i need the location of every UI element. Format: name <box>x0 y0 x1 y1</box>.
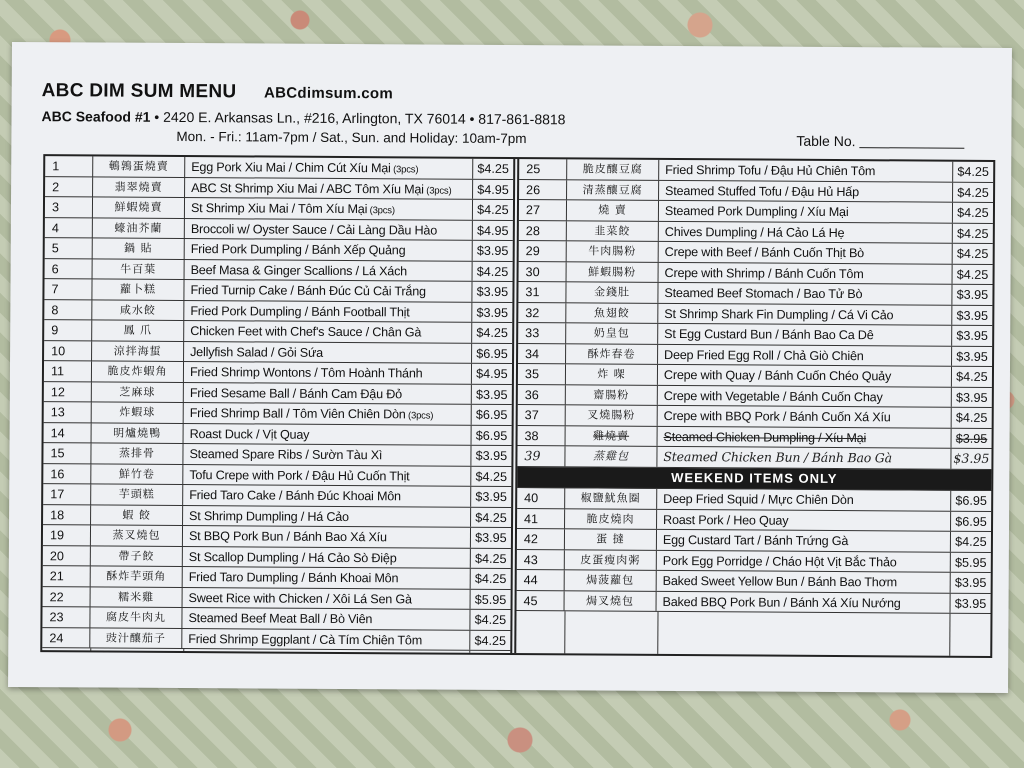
empty-cell <box>950 614 990 656</box>
item-name: Jellyfish Salad / Gỏi Sứa <box>184 342 472 363</box>
item-name: Chives Dumpling / Há Cảo Lá Hẹ <box>659 221 953 242</box>
item-name: Fried Taro Dumpling / Bánh Khoai Môn <box>183 567 471 588</box>
item-number: 15 <box>43 443 91 463</box>
empty-cell <box>184 649 470 653</box>
menu-item-row[interactable] <box>44 279 512 302</box>
item-name: Deep Fried Squid / Mực Chiên Dòn <box>657 489 951 510</box>
item-name: Crepe with Beef / Bánh Cuốn Thịt Bò <box>659 242 953 263</box>
item-number: 5 <box>45 238 93 258</box>
item-chinese-name: 牛肉腸粉 <box>567 241 659 261</box>
item-name: Fried Pork Dumpling / Bánh Football Thịt <box>184 301 472 322</box>
item-name: Fried Shrimp Eggplant / Cà Tím Chiên Tôm <box>182 629 470 650</box>
item-number: 18 <box>43 505 91 525</box>
item-number: 17 <box>43 484 91 504</box>
menu-item-row[interactable] <box>45 238 513 261</box>
item-name: St Egg Custard Bun / Bánh Bao Ca Dê <box>658 324 952 345</box>
menu-item-row[interactable] <box>517 550 991 573</box>
item-number: 34 <box>518 344 566 364</box>
address-line <box>41 108 565 127</box>
item-name: Steamed Stuffed Tofu / Đậu Hủ Hấp <box>659 180 953 201</box>
item-price: $3.95 <box>954 575 987 590</box>
menu-item-row[interactable] <box>518 426 992 449</box>
item-chinese-name: 咸水餃 <box>92 300 184 320</box>
item-chinese-name: 燒 賣 <box>567 200 659 220</box>
item-price: $4.25 <box>474 612 507 627</box>
menu-item-row[interactable] <box>519 180 993 203</box>
item-name: Broccoli w/ Oyster Sauce / Cải Làng Dầu Hào <box>185 219 473 240</box>
item-number: 31 <box>518 282 566 302</box>
item-name: Deep Fried Egg Roll / Chả Giò Chiên <box>658 344 952 365</box>
item-price: $3.95 <box>476 305 509 320</box>
item-price: $4.95 <box>477 182 509 197</box>
item-number: 8 <box>44 300 92 320</box>
menu-item-row[interactable] <box>518 344 992 367</box>
item-number: 40 <box>517 488 565 508</box>
item-chinese-name: 炸蝦球 <box>92 402 184 422</box>
item-number: 44 <box>517 570 565 590</box>
item-number: 13 <box>44 402 92 422</box>
item-price: $4.25 <box>477 161 510 176</box>
item-price: $4.25 <box>477 202 509 217</box>
item-chinese-name: 脆皮燒肉 <box>565 509 657 529</box>
item-number: 43 <box>517 550 565 570</box>
item-number: 42 <box>517 529 565 549</box>
item-number: 45 <box>517 591 565 611</box>
item-piece-note: (3pcs) <box>405 410 434 422</box>
item-number: 28 <box>519 221 567 241</box>
item-price: $4.25 <box>955 534 987 549</box>
menu-item-row[interactable] <box>519 159 993 182</box>
menu-item-row[interactable] <box>44 423 512 446</box>
item-number: 7 <box>44 279 92 299</box>
item-chinese-name: 糯米雞 <box>91 587 183 607</box>
item-chinese-name: 金錢肚 <box>566 282 658 302</box>
item-chinese-name: 脆皮釀豆腐 <box>567 159 659 179</box>
menu-column-left <box>42 156 519 653</box>
empty-cell <box>470 651 510 653</box>
website-text: ABCdimsum.com <box>264 84 394 103</box>
menu-item-row[interactable] <box>45 218 513 241</box>
item-piece-note: (3pcs) <box>423 184 452 197</box>
menu-item-row[interactable] <box>43 484 511 507</box>
menu-item-row[interactable] <box>517 591 991 614</box>
item-chinese-name: 炸 㗎 <box>566 364 658 384</box>
item-name: Egg Pork Xiu Mai / Chim Cút Xíu Mại (3pcs) <box>185 157 473 178</box>
item-name: Roast Pork / Heo Quay <box>657 509 951 530</box>
item-number: 38 <box>518 426 566 446</box>
item-chinese-name: 蒸叉燒包 <box>91 525 183 545</box>
item-chinese-name: 韭菜餃 <box>567 221 659 241</box>
item-chinese-name: 牛百葉 <box>93 259 185 279</box>
item-number: 2 <box>45 177 93 197</box>
item-name: Crepe with BBQ Pork / Bánh Cuốn Xá Xíu <box>658 406 952 427</box>
address-phone: • 2420 E. Arkansas Ln., #216, Arlington, TX 76014 • 817-861-8818 <box>154 108 566 128</box>
item-name: Fried Taro Cake / Bánh Đúc Khoai Môn <box>183 485 471 506</box>
weekend-items-header: WEEKEND ITEMS ONLY <box>517 467 991 491</box>
menu-item-row[interactable] <box>44 402 512 425</box>
item-chinese-name: 鳳 爪 <box>92 320 184 340</box>
item-price: $3.95 <box>956 328 988 343</box>
item-price: $5.95 <box>955 555 987 570</box>
item-price: $3.95 <box>954 596 987 611</box>
item-chinese-name: 皮蛋瘦肉粥 <box>565 550 657 570</box>
item-price: $4.95 <box>477 223 509 238</box>
item-chinese-name: 鮮竹卷 <box>91 464 183 484</box>
menu-sheet <box>8 42 1012 693</box>
item-name: Beef Masa & Ginger Scallions / Lá Xách <box>185 260 473 281</box>
item-name: Tofu Crepe with Pork / Đậu Hủ Cuốn Thịt <box>183 465 471 486</box>
item-chinese-name: 蒸排骨 <box>91 443 183 463</box>
item-number: 1 <box>45 156 93 176</box>
item-price: $6.95 <box>475 428 508 443</box>
item-price: $4.25 <box>957 205 989 220</box>
item-price: $3.95 <box>956 287 989 302</box>
item-price: $4.25 <box>475 551 507 566</box>
menu-item-row[interactable] <box>519 262 993 285</box>
item-name: Steamed Beef Meat Ball / Bò Viên <box>182 608 470 629</box>
item-name: Chicken Feet with Chef's Sauce / Chân Gà <box>184 321 472 342</box>
item-name: Baked Sweet Yellow Bun / Bánh Bao Thơm <box>657 571 951 592</box>
item-price: $4.25 <box>956 369 988 384</box>
item-number: 27 <box>519 200 567 220</box>
item-number: 35 <box>518 364 566 384</box>
menu-title <box>42 80 393 104</box>
item-chinese-name: 鵪鶉蛋燒賣 <box>93 156 185 176</box>
item-price: $4.25 <box>957 185 989 200</box>
item-price: $4.25 <box>474 633 507 648</box>
item-chinese-name: 蠔油芥蘭 <box>93 218 185 238</box>
item-chinese-name: 奶皇包 <box>566 323 658 343</box>
item-name: St BBQ Pork Bun / Bánh Bao Xá Xíu <box>183 526 471 547</box>
menu-item-row[interactable] <box>518 303 992 326</box>
item-price: $3.95 <box>475 489 508 504</box>
item-number: 10 <box>44 341 92 361</box>
item-name: ABC St Shrimp Xiu Mai / ABC Tôm Xíu Mại (3pcs) <box>185 178 473 199</box>
item-chinese-name: 豉汁釀茄子 <box>90 628 182 648</box>
item-number: 11 <box>44 361 92 381</box>
table-no-label: Table No. <box>796 132 856 150</box>
item-number: 14 <box>44 423 92 443</box>
item-name: St Shrimp Xiu Mai / Tôm Xíu Mại (3pcs) <box>185 198 473 219</box>
item-name: Steamed Chicken Dumpling / Xíu Mại <box>658 426 952 447</box>
item-price: $4.25 <box>957 226 989 241</box>
item-chinese-name: 蛋 撻 <box>565 529 657 549</box>
item-number: 37 <box>518 405 566 425</box>
menu-item-row[interactable] <box>44 382 512 405</box>
menu-item-row[interactable] <box>44 341 512 364</box>
item-name: Fried Shrimp Tofu / Đậu Hủ Chiên Tôm <box>659 160 953 181</box>
empty-cell <box>91 648 184 651</box>
item-name: Steamed Beef Stomach / Bao Tử Bò <box>658 283 952 304</box>
item-number: 23 <box>42 607 90 627</box>
item-name: Baked BBQ Pork Bun / Bánh Xá Xíu Nướng <box>657 591 951 612</box>
menu-item-row[interactable] <box>43 546 511 569</box>
item-price: $6.95 <box>475 407 508 422</box>
item-chinese-name: 蒸雞包 <box>565 446 657 466</box>
item-number: 33 <box>518 323 566 343</box>
item-number: 32 <box>518 303 566 323</box>
item-name: Pork Egg Porridge / Cháo Hột Vịt Bắc Thảo <box>657 550 951 571</box>
menu-item-row[interactable] <box>43 443 511 466</box>
item-chinese-name: 芋頭糕 <box>91 484 183 504</box>
menu-item-row[interactable] <box>518 323 992 346</box>
item-price: $4.25 <box>957 164 989 179</box>
item-number: 12 <box>44 382 92 402</box>
empty-cell <box>565 611 658 654</box>
hours-text: Mon. - Fri.: 11am-7pm / Sat., Sun. and Holiday: 10am-7pm <box>176 128 527 147</box>
item-number: 4 <box>45 218 93 238</box>
item-number: 29 <box>519 241 567 261</box>
menu-item-row[interactable] <box>45 197 513 220</box>
item-number: 21 <box>43 566 91 586</box>
item-number: 6 <box>45 259 93 279</box>
menu-item-row[interactable] <box>45 259 513 282</box>
item-chinese-name: 明爐燒鴨 <box>92 423 184 443</box>
item-chinese-name: 酥炸芋頭角 <box>91 566 183 586</box>
item-price: $4.25 <box>475 510 507 525</box>
item-name: Steamed Spare Ribs / Sườn Tàu Xì <box>183 444 471 465</box>
item-price: $3.95 <box>956 390 988 405</box>
item-price: $3.95 <box>476 243 509 258</box>
table-number-field[interactable] <box>796 133 964 150</box>
menu-column-right <box>516 159 993 656</box>
empty-cell <box>516 611 565 653</box>
menu-item-row[interactable] <box>517 570 991 593</box>
item-chinese-name: 鮮蝦燒賣 <box>93 197 185 217</box>
item-chinese-name: 齋腸粉 <box>566 385 658 405</box>
item-price: $6.95 <box>955 493 987 508</box>
item-chinese-name: 魚翅餃 <box>566 303 658 323</box>
item-price: $4.25 <box>476 325 509 340</box>
menu-item-row[interactable] <box>43 587 511 610</box>
item-number: 24 <box>42 628 90 648</box>
menu-item-row[interactable] <box>519 200 993 223</box>
item-name: St Shrimp Shark Fin Dumpling / Cá Vi Cảo <box>658 303 952 324</box>
menu-item-row[interactable] <box>519 241 993 264</box>
item-chinese-name: 翡翠燒賣 <box>93 177 185 197</box>
item-number: 22 <box>43 587 91 607</box>
item-number: 39 <box>517 446 565 466</box>
item-chinese-name: 腐皮牛肉丸 <box>90 607 182 627</box>
item-price: $3.95 <box>476 284 509 299</box>
table-no-blank[interactable] <box>860 147 965 149</box>
menu-item-row[interactable] <box>517 446 991 469</box>
item-name: Crepe with Vegetable / Bánh Cuốn Chay <box>658 385 952 406</box>
item-name: St Scallop Dumpling / Há Cảo Sò Điệp <box>183 547 471 568</box>
item-price: $4.95 <box>476 366 508 381</box>
item-name: Fried Sesame Ball / Bánh Cam Đậu Đỏ <box>184 383 472 404</box>
menu-item-row[interactable] <box>518 282 992 305</box>
item-price: $6.95 <box>955 514 987 529</box>
item-chinese-name: 蘿卜糕 <box>92 279 184 299</box>
item-chinese-name: 鍋 貼 <box>93 238 185 258</box>
empty-row <box>516 611 990 656</box>
item-chinese-name: 焗菠蘿包 <box>565 570 657 590</box>
item-number: 16 <box>43 464 91 484</box>
item-name: Roast Duck / Vịt Quay <box>184 424 472 445</box>
item-name: Fried Turnip Cake / Bánh Đúc Củ Cải Trắng <box>184 280 472 301</box>
item-name: Crepe with Quay / Bánh Cuốn Chéo Quảy <box>658 365 952 386</box>
item-price: $3.95 <box>475 448 508 463</box>
item-number: 3 <box>45 197 93 217</box>
item-price: $3.95 <box>955 431 988 446</box>
item-chinese-name: 涼拌海蜇 <box>92 341 184 361</box>
item-chinese-name: 帶子餃 <box>91 546 183 566</box>
menu-item-row[interactable] <box>517 529 991 552</box>
item-price: $4.25 <box>956 267 989 282</box>
item-name: Egg Custard Tart / Bánh Trứng Gà <box>657 530 951 551</box>
item-price: $3.95 <box>476 387 508 402</box>
item-number: 25 <box>519 159 567 179</box>
item-name: Sweet Rice with Chicken / Xôi Lá Sen Gà <box>183 588 471 609</box>
item-name: Steamed Pork Dumpling / Xíu Mại <box>659 201 953 222</box>
restaurant-title: ABC DIM SUM MENU <box>41 80 237 103</box>
menu-item-row[interactable] <box>44 300 512 323</box>
item-number: 20 <box>43 546 91 566</box>
item-piece-note: (3pcs) <box>390 164 419 176</box>
item-number: 30 <box>519 262 567 282</box>
item-chinese-name: 酥炸春卷 <box>566 344 658 364</box>
item-number: 9 <box>44 320 92 340</box>
empty-cell <box>658 612 950 656</box>
item-number: 41 <box>517 509 565 529</box>
menu-table <box>40 154 995 658</box>
menu-item-row[interactable] <box>43 566 511 589</box>
item-price: $4.25 <box>475 469 508 484</box>
item-number: 19 <box>43 525 91 545</box>
menu-item-row[interactable] <box>45 156 513 179</box>
item-name: Fried Shrimp Ball / Tôm Viên Chiên Dòn (3pcs) <box>184 403 472 424</box>
item-chinese-name: 焗叉燒包 <box>565 591 657 611</box>
item-chinese-name: 叉燒腸粉 <box>566 405 658 425</box>
item-number: 36 <box>518 385 566 405</box>
menu-item-row[interactable] <box>518 385 992 408</box>
item-price: $5.95 <box>474 592 507 607</box>
item-name: Crepe with Shrimp / Bánh Cuốn Tôm <box>659 262 953 283</box>
item-piece-note: (3pcs) <box>367 205 395 217</box>
menu-item-row[interactable] <box>517 488 991 511</box>
menu-item-row[interactable] <box>44 320 512 343</box>
item-chinese-name: 清蒸釀豆腐 <box>567 180 659 200</box>
menu-item-row[interactable] <box>517 509 991 532</box>
item-name: Fried Pork Dumpling / Bánh Xếp Quảng <box>185 239 473 260</box>
menu-item-row[interactable] <box>43 505 511 528</box>
store-name: ABC Seafood #1 <box>41 108 151 125</box>
empty-cell <box>42 648 91 650</box>
menu-item-row[interactable] <box>44 361 512 384</box>
menu-item-row[interactable] <box>43 464 511 487</box>
item-chinese-name: 雞燒賣 <box>566 426 658 446</box>
item-price: $6.95 <box>476 346 508 361</box>
menu-item-row[interactable] <box>42 607 510 630</box>
item-chinese-name: 脆皮炸蝦角 <box>92 361 184 381</box>
item-price: $4.25 <box>474 571 507 586</box>
item-price: $4.25 <box>956 246 989 261</box>
item-price: $3.95 <box>956 349 988 364</box>
item-price: $4.25 <box>476 264 509 279</box>
menu-item-row[interactable] <box>519 221 993 244</box>
item-name: Fried Shrimp Wontons / Tôm Hoành Thánh <box>184 362 472 383</box>
item-chinese-name: 椒鹽魷魚圈 <box>565 488 657 508</box>
menu-item-row[interactable] <box>43 525 511 548</box>
menu-item-row[interactable] <box>518 364 992 387</box>
menu-item-row[interactable] <box>42 628 510 651</box>
item-price: $3.95 <box>953 450 990 466</box>
menu-item-row[interactable] <box>45 177 513 200</box>
item-price: $4.25 <box>955 410 988 425</box>
item-name: Steamed Chicken Bun / Bánh Bao Gà <box>657 447 951 468</box>
item-price: $3.95 <box>475 530 507 545</box>
item-chinese-name: 蝦 餃 <box>91 505 183 525</box>
item-name: St Shrimp Dumpling / Há Cảo <box>183 506 471 527</box>
item-price: $3.95 <box>956 308 989 323</box>
item-number: 26 <box>519 180 567 200</box>
item-chinese-name: 芝麻球 <box>92 382 184 402</box>
item-chinese-name: 鮮蝦腸粉 <box>567 262 659 282</box>
menu-item-row[interactable] <box>518 405 992 428</box>
